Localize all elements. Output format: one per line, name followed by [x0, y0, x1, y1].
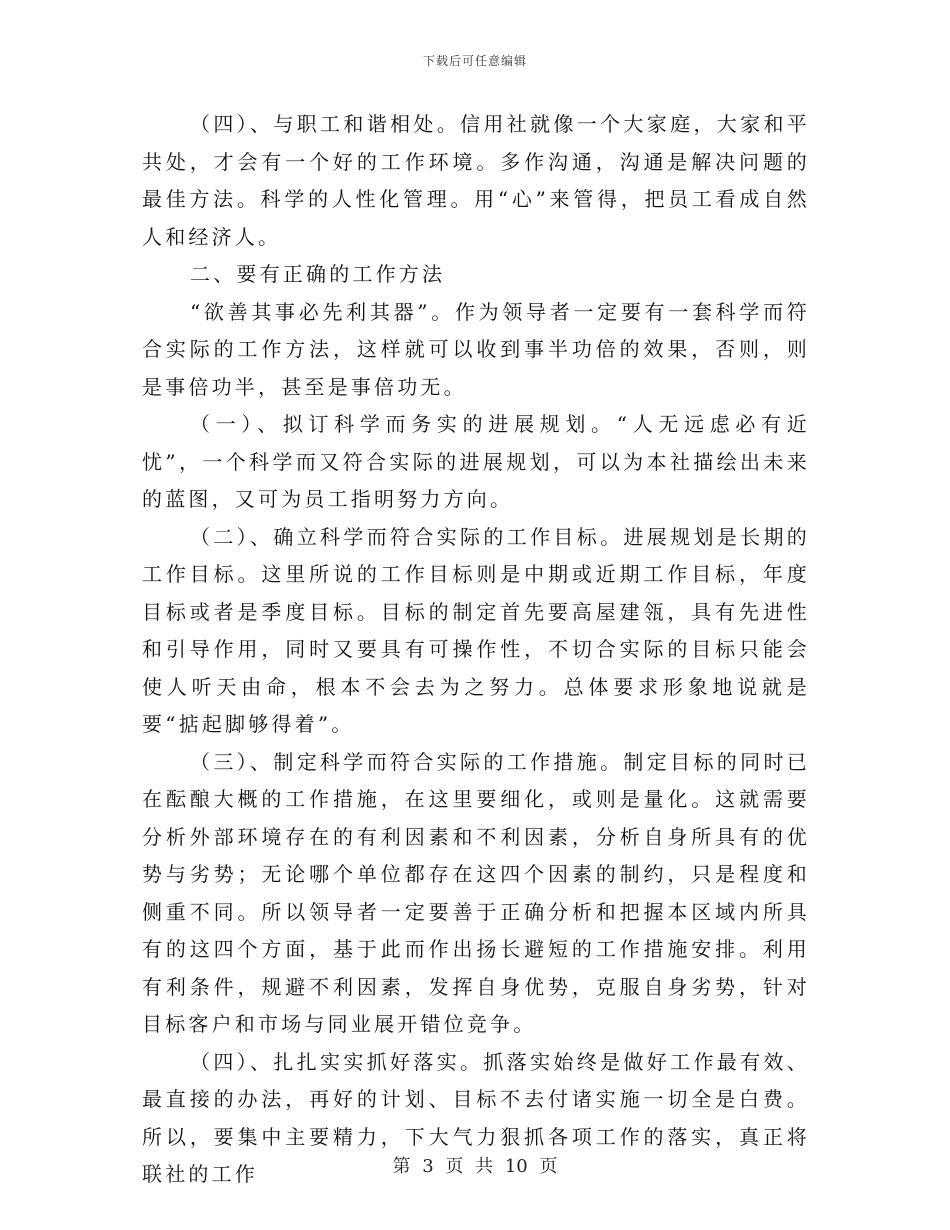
paragraph-plan: （一）、拟订科学而务实的进展规划。“人无远虑必有近忧”，一个科学而又符合实际的进展规划，可以为本社描绘出未来的蓝图，又可为员工指明努力方向。: [142, 412, 810, 511]
section-heading-work-method: 二、要有正确的工作方法: [190, 262, 446, 286]
document-body: [142, 106, 810, 1194]
paragraph-implementation: （四）、扎扎实实抓好落实。抓落实始终是做好工作最有效、最直接的办法，再好的计划、目标不去付诸实施一切全是白费。所以，要集中主要精力，下大气力狠抓各项工作的落实，真正将联社的工作: [142, 1049, 810, 1186]
page-header: 下载后可任意编辑: [422, 54, 527, 68]
paragraph-goals: （二）、确立科学而符合实际的工作目标。进展规划是长期的工作目标。这里所说的工作目标则是中期或近期工作目标，年度目标或者是季度目标。目标的制定首先要高屋建瓴，具有先进性和引导作用，同时又要具有可操作性，不切合实际的目标只能会使人听天由命，根本不会去为之努力。总体要求形象地说就是要“掂起脚够得着”。: [142, 524, 810, 736]
paragraph-harmony: （四）、与职工和谐相处。信用社就像一个大家庭，大家和平共处，才会有一个好的工作环境。多作沟通，沟通是解决问题的最佳方法。科学的人性化管理。用“心”来管得，把员工看成自然人和经济人。: [142, 112, 810, 249]
page-number: 第 3 页 共 10 页: [392, 1156, 558, 1177]
paragraph-tools: “欲善其事必先利其器”。作为领导者一定要有一套科学而符合实际的工作方法，这样就可以收到事半功倍的效果，否则，则是事倍功半，甚至是事倍功无。: [142, 299, 810, 399]
paragraph-measures: （三）、制定科学而符合实际的工作措施。制定目标的同时已在酝酿大概的工作措施，在这里要细化，或则是量化。这就需要分析外部环境存在的有利因素和不利因素，分析自身所具有的优势与劣势；无论哪个单位都存在这四个因素的制约，只是程度和侧重不同。所以领导者一定要善于正确分析和把握本区域内所具有的这四个方面，基于此而作出扬长避短的工作措施安排。利用有利条件，规避不利因素，发挥自身优势，克服自身劣势，针对目标客户和市场与同业展开错位竞争。: [142, 749, 810, 1036]
